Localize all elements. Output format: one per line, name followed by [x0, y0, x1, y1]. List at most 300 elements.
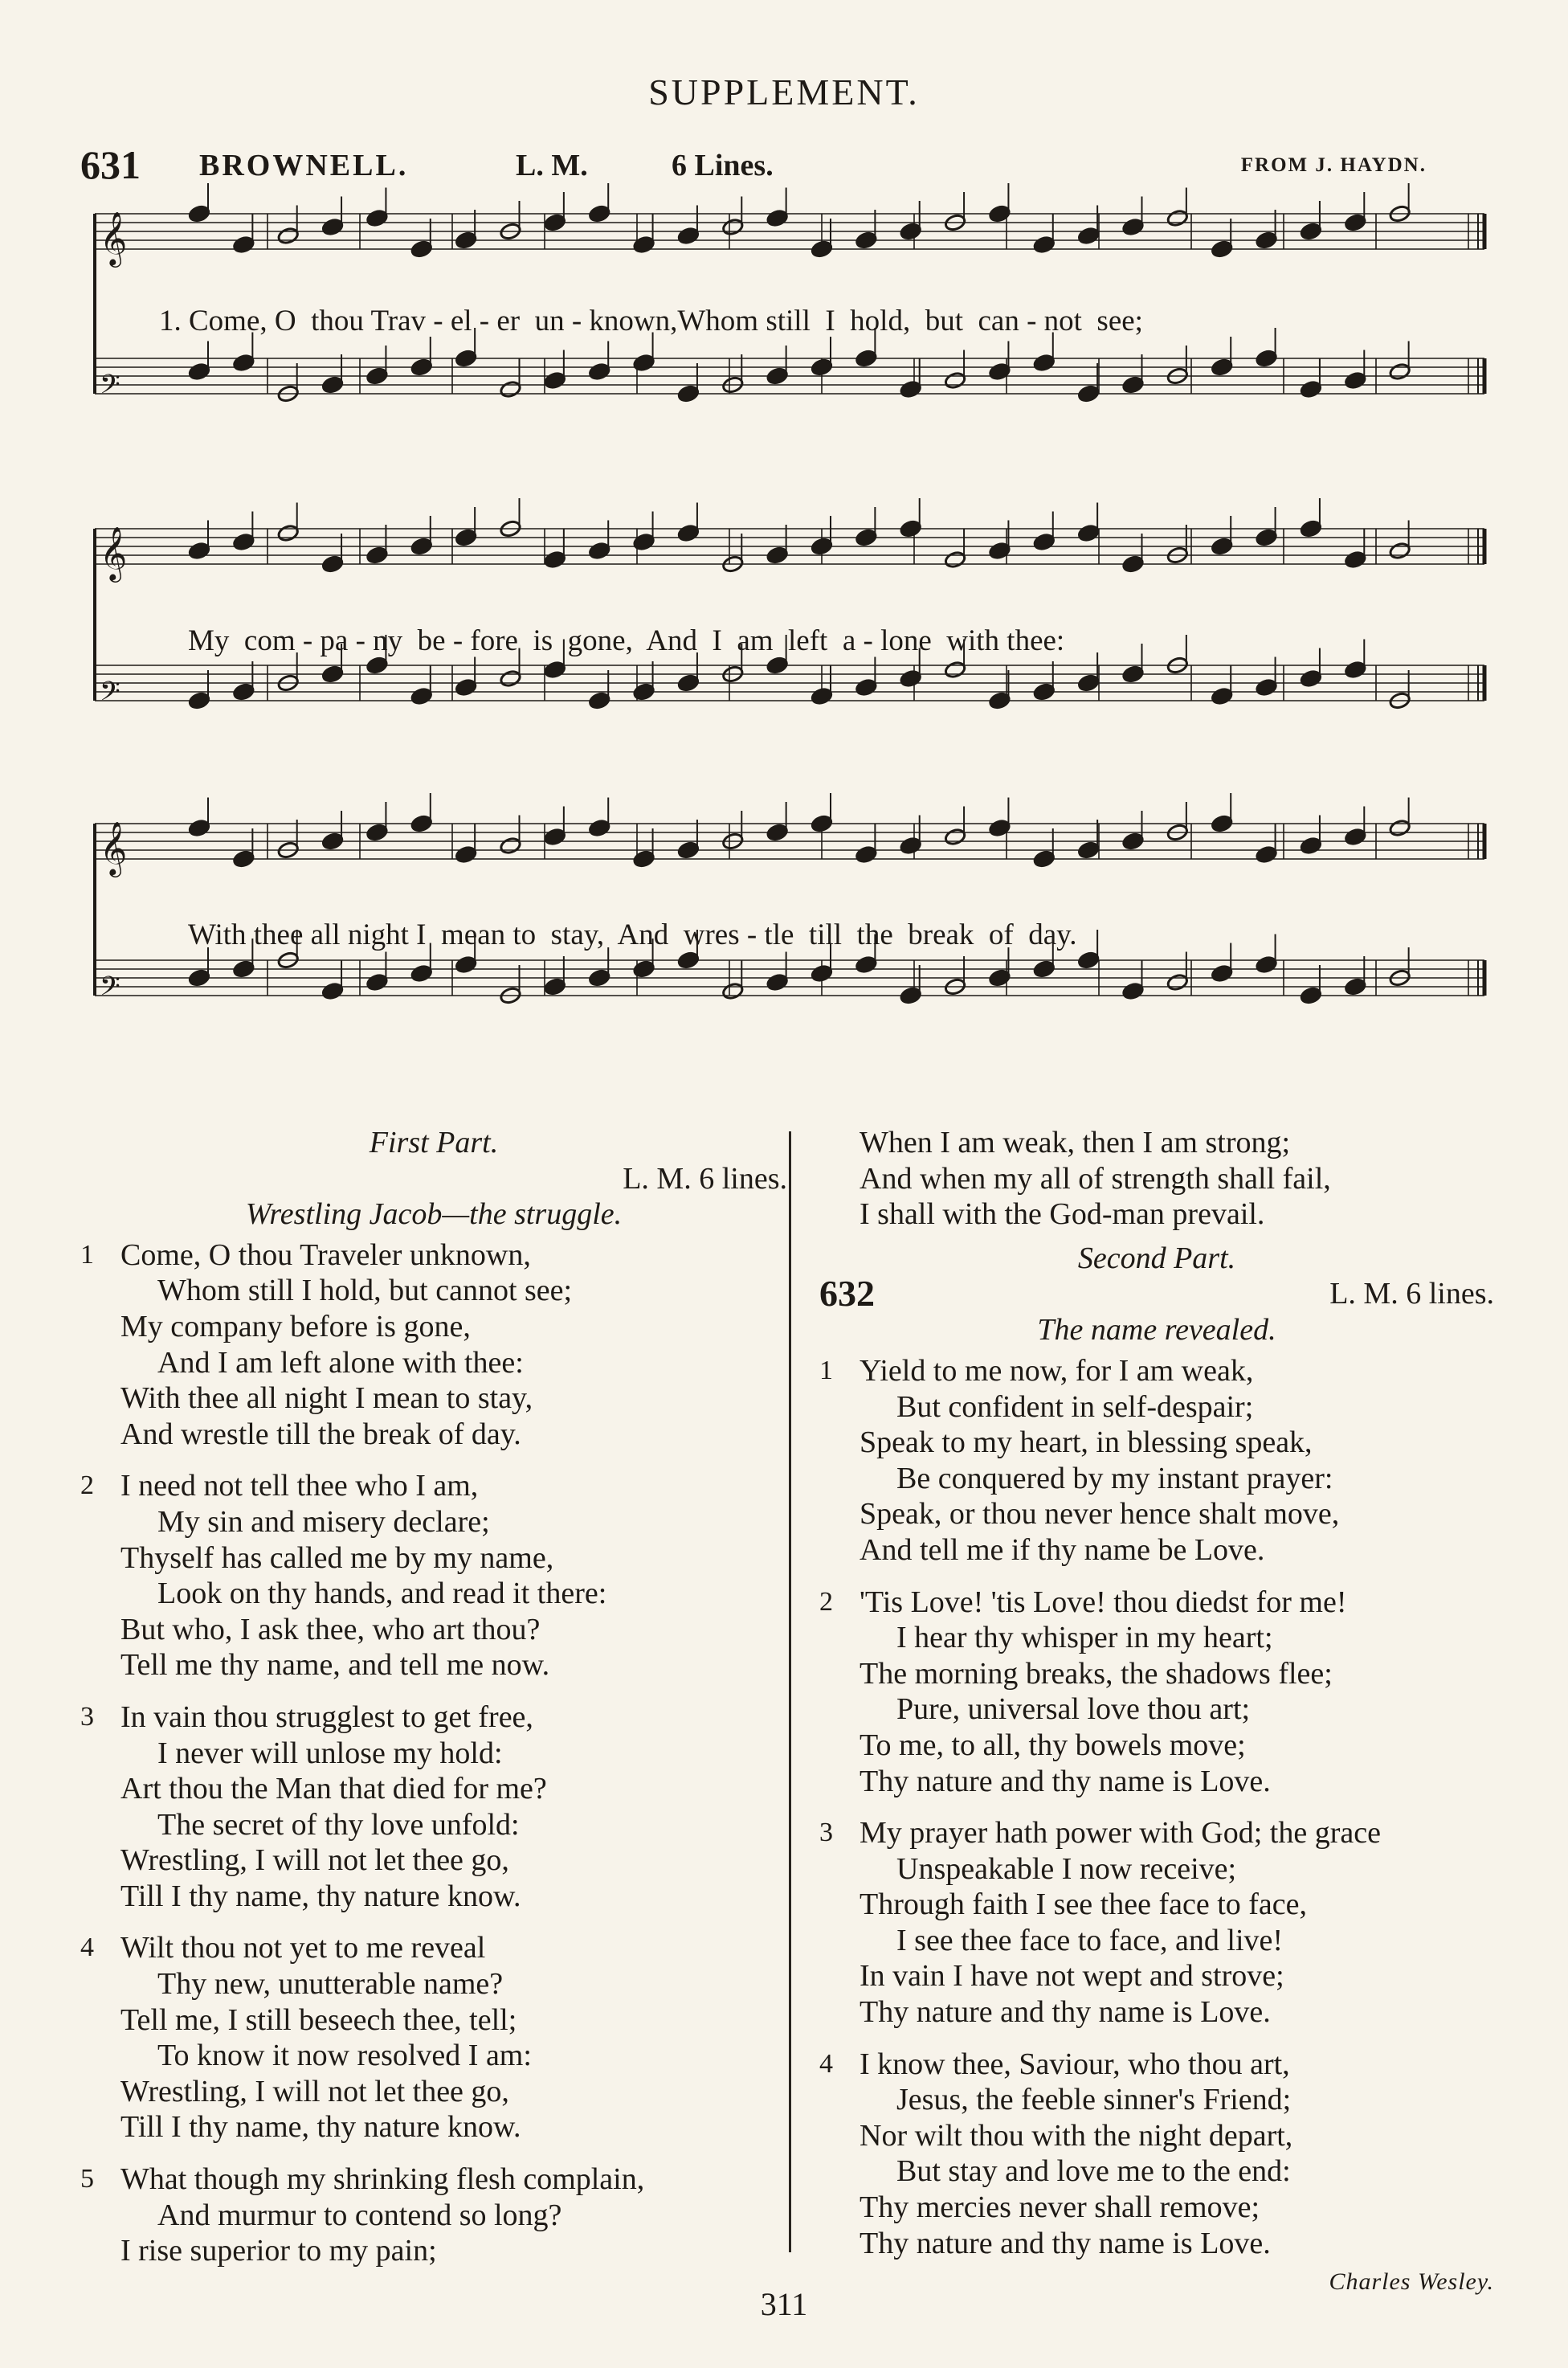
- hymn-631-text: [80, 1125, 787, 2269]
- note-head: [544, 213, 566, 231]
- note-head: [1121, 982, 1144, 1000]
- stanza-line: [819, 1851, 1494, 1887]
- note-head: [455, 231, 477, 249]
- stanza-line-text: Be conquered by my instant prayer:: [896, 1461, 1333, 1495]
- note-head: [677, 227, 700, 245]
- note-head: [544, 550, 566, 569]
- note-head: [410, 239, 433, 258]
- note-head: [321, 832, 344, 850]
- note-head: [1300, 836, 1322, 855]
- stanza-line-text: Thy nature and thy name is Love.: [860, 1764, 1271, 1798]
- stanza-line-text: Wrestling, I will not let thee go,: [120, 2074, 509, 2108]
- stanza-line: [80, 1380, 787, 1417]
- stanza-line: [80, 1736, 787, 1772]
- note-head: [900, 380, 922, 399]
- stanza-line-text: Art thou the Man that died for me?: [120, 1772, 547, 1806]
- note-head: [855, 528, 877, 546]
- note-head: [232, 533, 255, 551]
- stanza-line: [819, 2118, 1494, 2154]
- stanza-line: [80, 1612, 787, 1648]
- page-heading: SUPPLEMENT.: [648, 72, 920, 112]
- note-head: [188, 204, 210, 223]
- stanza-line: [80, 1237, 787, 1274]
- note-head: [455, 349, 477, 367]
- note-head: [544, 828, 566, 846]
- note-head: [811, 964, 833, 983]
- note-head: [321, 554, 344, 573]
- stanza: [80, 1699, 787, 1915]
- note-head: [988, 691, 1011, 710]
- note-head: [410, 687, 433, 705]
- note-head: [1344, 977, 1366, 996]
- note-head: [321, 665, 344, 683]
- note-head: [811, 358, 833, 376]
- stanza-line: [80, 1966, 787, 2002]
- note-head: [677, 840, 700, 859]
- part-title: First Part.: [369, 1126, 499, 1159]
- page-number: 311: [760, 2286, 808, 2322]
- note-head: [1344, 371, 1366, 390]
- stanza-line-text: But who, I ask thee, who art thou?: [120, 1612, 541, 1646]
- stanza-line-text: My company before is gone,: [120, 1309, 471, 1344]
- stanza-list: [80, 1237, 787, 2269]
- note-head: [1211, 964, 1233, 983]
- tune-header: [80, 141, 1446, 190]
- stanza-line-text: Unspeakable I now receive;: [896, 1851, 1237, 1886]
- music-lyric-line-3: With thee all night I mean to stay, And wres - tle till the break of day.: [188, 918, 1077, 951]
- music-score: [87, 183, 1494, 1083]
- stanza-line: [80, 1417, 787, 1453]
- note-head: [277, 524, 300, 542]
- note-head: [633, 533, 655, 551]
- stanza-line: [819, 1815, 1494, 1851]
- treble-clef-icon: 𝄞: [100, 211, 128, 265]
- stanza-line: [819, 1496, 1494, 1532]
- stanza-line-text: I never will unlose my hold:: [157, 1736, 503, 1770]
- stanza: [819, 2047, 1494, 2262]
- note-head: [1077, 227, 1100, 245]
- note-head: [855, 231, 877, 249]
- note-head: [410, 964, 433, 983]
- note-head: [855, 678, 877, 697]
- stanza-line: [80, 1842, 787, 1879]
- note-head: [1256, 845, 1278, 864]
- note-head: [1389, 362, 1411, 381]
- note-head: [677, 951, 700, 969]
- note-head: [766, 366, 789, 385]
- note-head: [321, 218, 344, 236]
- stanza-number: 3: [819, 1818, 833, 1848]
- note-head: [188, 542, 210, 560]
- note-head: [677, 384, 700, 403]
- stanza-line-text: Jesus, the feeble sinner's Friend;: [896, 2083, 1292, 2117]
- stanza-line: [80, 2233, 787, 2269]
- note-head: [365, 209, 388, 227]
- note-head: [188, 691, 210, 710]
- note-head: [1121, 832, 1144, 850]
- note-head: [1211, 358, 1233, 376]
- stanza-line-text: My prayer hath power with God; the grace: [860, 1816, 1381, 1851]
- note-head: [1121, 665, 1144, 683]
- note-head: [1033, 959, 1056, 978]
- note-head: [944, 828, 966, 846]
- stanza-line-text: Thyself has called me by my name,: [120, 1540, 554, 1575]
- note-head: [365, 546, 388, 564]
- note-head: [544, 661, 566, 679]
- note-head: [677, 673, 700, 692]
- note-head: [721, 218, 744, 236]
- stanza-line: [80, 1504, 787, 1540]
- part-title: Second Part.: [1077, 1241, 1236, 1275]
- tune-lines: 6 Lines.: [672, 149, 774, 182]
- note-head: [766, 656, 789, 674]
- note-head: [499, 669, 521, 688]
- note-head: [365, 973, 388, 992]
- stanza-continuation: [819, 1125, 1494, 1233]
- stanza-line-text: I see thee face to face, and live!: [896, 1923, 1284, 1957]
- note-head: [633, 354, 655, 372]
- stanza-line: [819, 2190, 1494, 2226]
- stanza-line-text: Whom still I hold, but cannot see;: [157, 1274, 573, 1308]
- stanza-line-text: Tell me, I still beseech thee, tell;: [120, 2002, 517, 2037]
- stanza: [80, 1237, 787, 1453]
- note-head: [633, 235, 655, 254]
- note-head: [1300, 669, 1322, 688]
- stanza-line: [819, 1764, 1494, 1800]
- stanza-line: [819, 1532, 1494, 1568]
- note-head: [633, 959, 655, 978]
- stanza-line-text: Thy new, unutterable name?: [157, 1967, 504, 2002]
- note-head: [766, 546, 789, 564]
- author-credit: Charles Wesley.: [1329, 2268, 1494, 2296]
- note-head: [1256, 231, 1278, 249]
- stanza-line: [80, 1879, 787, 1915]
- note-head: [1256, 678, 1278, 697]
- note-head: [365, 823, 388, 841]
- note-head: [1344, 828, 1366, 846]
- stanza-line-text: To me, to all, thy bowels move;: [860, 1728, 1246, 1762]
- note-head: [188, 968, 210, 987]
- stanza-line-text: Tell me thy name, and tell me now.: [120, 1648, 550, 1683]
- stanza-line: [80, 1309, 787, 1345]
- note-head: [1211, 687, 1233, 705]
- stanza: [80, 1468, 787, 1683]
- note-head: [811, 239, 833, 258]
- stanza-number: 2: [819, 1586, 833, 1617]
- note-head: [188, 819, 210, 837]
- stanza-line: [819, 1958, 1494, 1994]
- note-head: [1389, 542, 1411, 560]
- note-head: [1344, 213, 1366, 231]
- treble-clef-icon: 𝄞: [100, 820, 128, 875]
- note-head: [988, 968, 1011, 987]
- stanza-line-text: Nor wilt thou with the night depart,: [860, 2118, 1293, 2153]
- bass-clef-icon: 𝄢: [100, 677, 120, 714]
- note-head: [1166, 973, 1189, 992]
- note-head: [1077, 524, 1100, 542]
- note-head: [721, 982, 744, 1000]
- stanza-line: [80, 1699, 787, 1736]
- stanza-line: [80, 1576, 787, 1612]
- note-head: [1166, 209, 1189, 227]
- stanza-line: [80, 1930, 787, 1966]
- note-head: [900, 836, 922, 855]
- stanza-line-text: In vain I have not wept and strove;: [860, 1959, 1284, 1994]
- note-head: [1033, 354, 1056, 372]
- stanza-line: [819, 2047, 1494, 2083]
- note-head: [1256, 349, 1278, 367]
- note-head: [944, 550, 966, 569]
- note-head: [1121, 554, 1144, 573]
- note-head: [455, 528, 477, 546]
- stanza-line: [80, 1273, 787, 1309]
- stanza-line-text: Pure, universal love thou art;: [896, 1692, 1251, 1727]
- stanza-line-text: The secret of thy love unfold:: [157, 1807, 520, 1842]
- stanza-line-text: 'Tis Love! 'tis Love! thou diedst for me!: [860, 1585, 1347, 1619]
- note-head: [1033, 849, 1056, 868]
- stanza-number: 2: [80, 1470, 94, 1501]
- note-head: [766, 823, 789, 841]
- stanza-line: [819, 1425, 1494, 1461]
- stanza: [819, 1815, 1494, 2031]
- stanza-number: 4: [80, 1932, 94, 1963]
- stanza-line-text: And murmur to contend so long?: [157, 2198, 562, 2232]
- stanza-line-text: I need not tell thee who I am,: [120, 1469, 479, 1503]
- stanza-line-text: Till I thy name, thy nature know.: [120, 1879, 521, 1913]
- stanza-line: [819, 1923, 1494, 1959]
- stanza-line: [819, 1161, 1494, 1197]
- column-divider: [789, 1131, 791, 2252]
- note-head: [1033, 682, 1056, 701]
- note-head: [1121, 375, 1144, 394]
- note-head: [1033, 235, 1056, 254]
- stanza: [80, 2161, 787, 2269]
- stanza-line-text: Thy nature and thy name is Love.: [860, 1995, 1271, 2030]
- note-head: [499, 380, 521, 399]
- tune-name: BROWNELL.: [199, 149, 409, 182]
- stanza-line: [80, 2074, 787, 2110]
- stanza-line-text: But stay and love me to the end:: [896, 2154, 1291, 2189]
- stanza-number: 3: [80, 1701, 94, 1732]
- note-head: [988, 542, 1011, 560]
- note-head: [232, 959, 255, 978]
- stanza-line: [819, 1125, 1494, 1161]
- stanza-line-text: Thy mercies never shall remove;: [860, 2190, 1260, 2225]
- stanza-line-text: Wilt thou not yet to me reveal: [120, 1931, 486, 1965]
- note-head: [766, 209, 789, 227]
- stanza-line: [819, 1389, 1494, 1425]
- hymn-632-text: [819, 1125, 1494, 2301]
- note-head: [633, 682, 655, 701]
- note-head: [1256, 528, 1278, 546]
- note-head: [365, 656, 388, 674]
- stanza-number: 1: [80, 1239, 94, 1270]
- stanza-line-text: Yield to me now, for I am weak,: [860, 1353, 1254, 1388]
- hymn-subtitle: Wrestling Jacob—the struggle.: [245, 1197, 623, 1232]
- note-head: [277, 227, 300, 245]
- note-head: [188, 362, 210, 381]
- treble-clef-icon: 𝄞: [100, 526, 128, 580]
- note-head: [1077, 951, 1100, 969]
- stanza-line-text: To know it now resolved I am:: [157, 2039, 532, 2073]
- stanza-line: [819, 1994, 1494, 2031]
- note-head: [900, 519, 922, 538]
- stanza-line: [819, 1728, 1494, 1764]
- note-head: [811, 537, 833, 555]
- stanza-line-text: With thee all night I mean to stay,: [120, 1381, 533, 1416]
- note-head: [811, 687, 833, 705]
- stanza-line: [80, 2038, 787, 2074]
- note-head: [633, 849, 655, 868]
- stanza-line-text: Speak to my heart, in blessing speak,: [860, 1425, 1313, 1460]
- stanza-line: [80, 1807, 787, 1843]
- stanza-number: 1: [819, 1355, 833, 1385]
- note-head: [1389, 819, 1411, 837]
- note-head: [1077, 384, 1100, 403]
- stanza-line-text: My sin and misery declare;: [157, 1504, 490, 1539]
- stanza-line-text: In vain thou strugglest to get free,: [120, 1699, 533, 1734]
- stanza-line-text: I shall with the God-man prevail.: [860, 1197, 1265, 1232]
- stanza-number: 4: [819, 2048, 833, 2079]
- stanza-line: [819, 1585, 1494, 1621]
- stanza-line-text: And I am left alone with thee:: [157, 1345, 524, 1380]
- note-head: [988, 204, 1011, 223]
- stanza-line: [819, 2226, 1494, 2262]
- stanza-line: [80, 2161, 787, 2198]
- music-lyric-line-2: My com - pa - ny be - fore is gone, And I am left a - lone with thee:: [188, 624, 1065, 657]
- stanza-line: [819, 1353, 1494, 1389]
- stanza-line-text: I rise superior to my pain;: [120, 2234, 437, 2268]
- stanza-line-text: And tell me if thy name be Love.: [860, 1532, 1265, 1567]
- stanza-line-text: Thy nature and thy name is Love.: [860, 2226, 1271, 2260]
- note-head: [855, 349, 877, 367]
- note-head: [1344, 661, 1366, 679]
- stanza-line-text: I hear thy whisper in my heart;: [896, 1621, 1273, 1655]
- stanza-list: [819, 1353, 1494, 2261]
- bass-clef-icon: 𝄢: [100, 370, 120, 407]
- note-head: [232, 849, 255, 868]
- note-head: [1121, 218, 1144, 236]
- stanza-line: [819, 1196, 1494, 1233]
- stanza-line: [819, 1656, 1494, 1692]
- note-head: [1344, 550, 1366, 569]
- note-head: [855, 955, 877, 974]
- note-head: [232, 235, 255, 254]
- note-head: [1077, 840, 1100, 859]
- stanza-line-text: The morning breaks, the shadows flee;: [860, 1656, 1333, 1691]
- stanza-line: [80, 1540, 787, 1577]
- tune-number: 631: [80, 142, 141, 187]
- stanza-line: [80, 1468, 787, 1504]
- note-head: [410, 358, 433, 376]
- music-lyric-line-1: 1. Come, O thou Trav - el - er un - known,Whom still I hold, but can - not see;: [159, 305, 1143, 337]
- note-head: [455, 845, 477, 864]
- tune-source: FROM J. HAYDN.: [1240, 154, 1427, 176]
- stanza-line: [819, 1620, 1494, 1656]
- note-head: [900, 669, 922, 688]
- tune-meter: L. M.: [516, 149, 588, 182]
- note-head: [321, 982, 344, 1000]
- note-head: [1033, 533, 1056, 551]
- stanza: [819, 1585, 1494, 1800]
- note-head: [455, 678, 477, 697]
- stanza-line-text: Come, O thou Traveler unknown,: [120, 1237, 531, 1272]
- note-head: [944, 371, 966, 390]
- note-head: [1300, 222, 1322, 240]
- stanza-line-text: When I am weak, then I am strong;: [860, 1126, 1291, 1159]
- note-head: [544, 977, 566, 996]
- note-head: [900, 222, 922, 240]
- note-head: [1256, 955, 1278, 974]
- note-head: [588, 362, 610, 381]
- stanza-line-text: Speak, or thou never hence shalt move,: [860, 1497, 1340, 1532]
- stanza-line-text: And when my all of strength shall fail,: [860, 1161, 1331, 1196]
- stanza-line-text: I know thee, Saviour, who thou art,: [860, 2047, 1290, 2081]
- stanza-line: [819, 2082, 1494, 2118]
- note-head: [365, 366, 388, 385]
- note-head: [811, 814, 833, 832]
- note-head: [1211, 239, 1233, 258]
- note-head: [588, 691, 610, 710]
- stanza-line: [80, 1345, 787, 1381]
- note-head: [1211, 537, 1233, 555]
- stanza: [819, 1353, 1494, 1568]
- note-head: [1300, 986, 1322, 1004]
- note-head: [988, 819, 1011, 837]
- note-head: [677, 524, 700, 542]
- note-head: [855, 845, 877, 864]
- note-head: [1211, 814, 1233, 832]
- stanza-line-text: What though my shrinking flesh complain,: [120, 2162, 645, 2197]
- stanza-line-text: Through faith I see thee face to face,: [860, 1887, 1308, 1922]
- note-head: [1300, 380, 1322, 399]
- hymn-head: [819, 1273, 1494, 1315]
- stanza-line: [819, 1887, 1494, 1923]
- note-head: [232, 354, 255, 372]
- stanza-line: [819, 2153, 1494, 2190]
- note-head: [588, 204, 610, 223]
- stanza-line-text: And wrestle till the break of day.: [120, 1417, 521, 1451]
- stanza-line: [80, 1771, 787, 1807]
- note-head: [900, 986, 922, 1004]
- stanza-line: [819, 1691, 1494, 1728]
- stanza: [80, 1930, 787, 2145]
- note-head: [499, 836, 521, 855]
- note-head: [988, 362, 1011, 381]
- note-head: [588, 542, 610, 560]
- note-head: [410, 537, 433, 555]
- note-head: [1300, 519, 1322, 538]
- stanza-line: [80, 2109, 787, 2145]
- note-head: [1077, 673, 1100, 692]
- stanza-line: [80, 1647, 787, 1683]
- stanza-line: [80, 2002, 787, 2039]
- note-head: [766, 973, 789, 992]
- bass-clef-icon: 𝄢: [100, 971, 120, 1008]
- stanza-number: 5: [80, 2164, 94, 2194]
- hymn-subtitle: The name revealed.: [1037, 1313, 1276, 1348]
- note-head: [588, 819, 610, 837]
- stanza-line-text: Look on thy hands, and read it there:: [157, 1577, 607, 1611]
- stanza-line-text: Till I thy name, thy nature know.: [120, 2110, 521, 2145]
- stanza-line-text: But confident in self-despair;: [896, 1389, 1254, 1424]
- stanza-line: [819, 1461, 1494, 1497]
- stanza-line: [80, 2198, 787, 2234]
- note-head: [944, 661, 966, 679]
- note-head: [455, 955, 477, 974]
- hymn-meter: L. M. 6 lines.: [1329, 1277, 1494, 1311]
- stanza-line-text: Wrestling, I will not let thee go,: [120, 1843, 509, 1878]
